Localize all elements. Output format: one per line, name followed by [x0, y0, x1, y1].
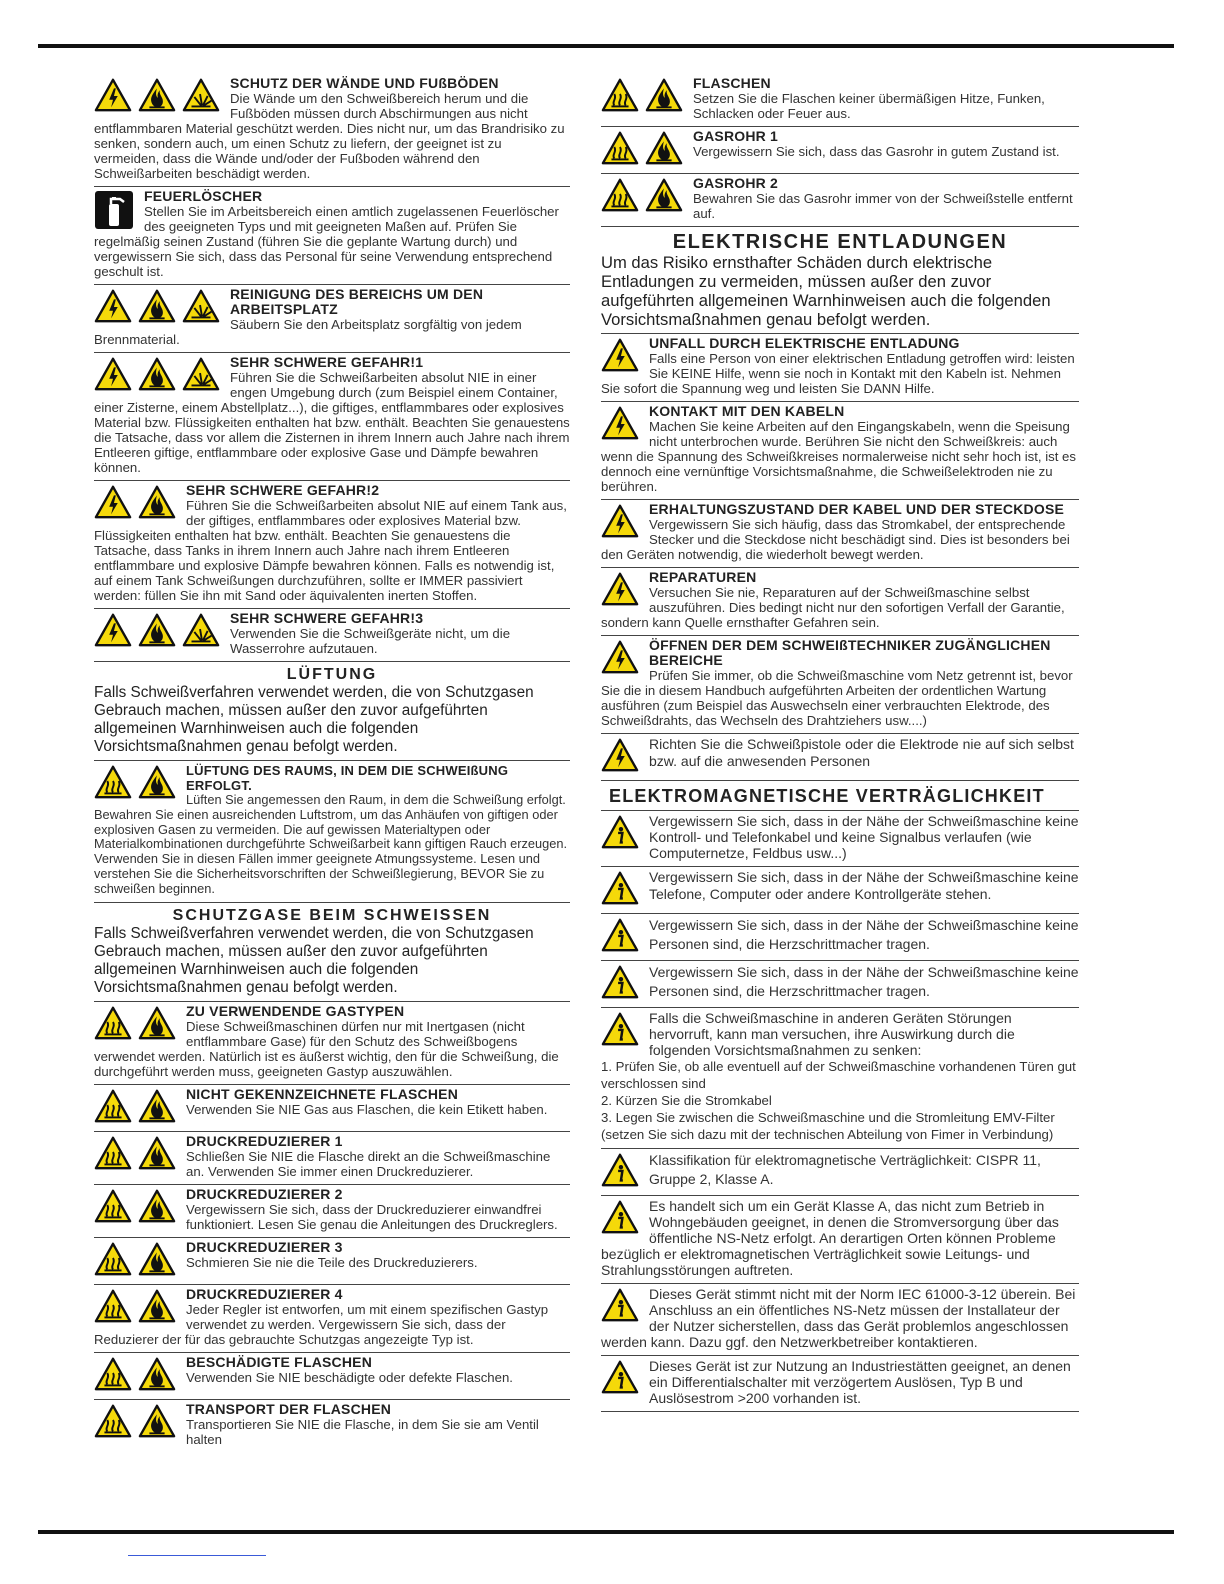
fire-hazard-icon [138, 77, 176, 113]
footer-link-underline [128, 1555, 266, 1556]
fire-hazard-icon [138, 1403, 176, 1439]
warning-cylinder-transport [94, 1400, 570, 1452]
warning-title: DRUCKREDUZIERER 1 [186, 1132, 343, 1149]
info-icon [601, 1011, 639, 1047]
emc-note-3 [601, 914, 1079, 961]
warning-title: UNFALL DURCH ELEKTRISCHE ENTLADUNG [649, 335, 960, 351]
list-item: 3. Legen Sie zwischen die Schweißmaschine und die Stromleitung EMV-Filter (setzen Sie sich dazu mit der technischen Abteilung von Fimer in Verbindung) [601, 1110, 1055, 1142]
warning-title: REINIGUNG DES BEREICHS UM DEN ARBEITSPLATZ [230, 286, 484, 317]
warning-text: Vergewissern Sie sich, dass der Druckreduzierer einwandfrei funktioniert. Lesen Sie genau die Anleitungen des Druckreglers. [186, 1201, 558, 1232]
warning-text: Lüften Sie angemessen den Raum, in dem die Schweißung erfolgt. Bewahren Sie einen ausreichenden Luftstrom, um das Anhäufen von giftigen oder explosiven Gasen zu vermeiden. Die auf gewissen Materialtypen oder Materialkombinationen durchgeführte Schweißarbeit kann giftigen Rauch erzeugen. Verwenden Sie in diesen Fällen immer geeignete Atmungssysteme. Lesen und verstehen Sie die Sicherheitsvorschriften der Schweißlegierung, BEVOR Sie zu schweißen beginnen. [94, 792, 568, 896]
warning-title: FEUERLÖSCHER [144, 188, 263, 204]
warning-text: Schmieren Sie nie die Teile des Druckreduzierers. [186, 1254, 478, 1270]
fire-hazard-icon [138, 1356, 176, 1392]
info-icon [601, 1359, 639, 1395]
warning-pressure-reducer-3 [94, 1238, 570, 1285]
heat-hazard-icon [94, 1288, 132, 1324]
electric-hazard-icon [601, 337, 639, 373]
warning-opening-areas [601, 636, 1079, 734]
emc-note-5 [601, 1008, 1079, 1149]
emc-note-4 [601, 961, 1079, 1008]
warning-text: Verwenden Sie die Schweißgeräte nicht, um die Wasserrohre aufzutauen. [230, 626, 511, 656]
heat-hazard-icon [601, 77, 639, 113]
sparks-hazard-icon [182, 77, 220, 113]
section-intro: Falls Schweißverfahren verwendet werden, die von Schutzgasen Gebrauch machen, müssen außer den zuvor aufgeführten allgemeinen Warnhinweisen auch die folgenden Vorsichtsmaßnahmen genau befolgt werden. [94, 925, 570, 1002]
info-icon [601, 814, 639, 850]
list-item: 2. Kürzen Sie die Stromkabel [601, 1093, 772, 1108]
heat-hazard-icon [601, 130, 639, 166]
emc-text: Klassifikation für elektromagnetische Verträglichkeit: CISPR 11, Gruppe 2, Klasse A. [649, 1152, 1041, 1187]
heat-hazard-icon [94, 1241, 132, 1277]
heat-hazard-icon [94, 1403, 132, 1439]
warning-room-ventilation [94, 761, 570, 903]
electric-hazard-icon [601, 405, 639, 441]
warning-title: FLASCHEN [693, 75, 771, 91]
heat-hazard-icon [94, 1088, 132, 1124]
warning-text: Führen Sie die Schweißarbeiten absolut NIE auf einem Tank aus, der giftiges, entflammbares oder explosives Material bzw. Flüssigkeiten enthalten hat bzw. enthält. Beachten Sie genauestens die Tatsache, dass Tanks in ihrem Innern auch Jahre nach ihrem Entleeren entflammbare und explosive Dämpfe bewahren können. Falls es notwendig ist, auf einem Tank Schweißungen durchzuführen, sollte er IMMER passiviert werden: füllen Sie ihn mit Sand oder äquivalenten inerten Stoffen. [94, 498, 567, 603]
section-heading-emc: ELEKTROMAGNETISCHE VERTRÄGLICHKEIT [601, 781, 1079, 811]
warning-title: TRANSPORT DER FLASCHEN [186, 1400, 392, 1417]
warning-text: Richten Sie die Schweißpistole oder die Elektrode nie auf sich selbst bzw. auf die anwesenden Personen [649, 736, 1074, 769]
heat-hazard-icon [94, 1135, 132, 1171]
warning-clean-workplace [94, 285, 570, 353]
info-icon [601, 870, 639, 906]
right-column [601, 74, 1079, 1412]
warning-text: Säubern Sie den Arbeitsplatz sorgfältig von jedem Brennmaterial. [94, 317, 522, 347]
warning-pressure-reducer-4 [94, 1285, 570, 1353]
warning-fire-extinguisher [94, 187, 570, 285]
warning-text: Falls eine Person von einer elektrischen Entladung getroffen wird: leisten Sie KEINE Hilfe, wenn sie noch in Kontakt mit den Kabeln ist. Nehmen Sie sofort die Spannung weg und leisten Sie DANN Hilfe. [601, 351, 1075, 396]
section-heading-electric-discharges: ELEKTRISCHE ENTLADUNGEN [672, 231, 1008, 253]
warning-text: Verwenden Sie NIE Gas aus Flaschen, die kein Etikett haben. [186, 1101, 548, 1117]
sparks-hazard-icon [182, 356, 220, 392]
warning-title: SCHUTZ DER WÄNDE UND FUßBÖDEN [230, 75, 499, 91]
warning-danger-3 [94, 609, 570, 662]
electric-hazard-icon [601, 639, 639, 675]
section-intro: Um das Risiko ernsthafter Schäden durch elektrische Entladungen zu vermeiden, müssen außer den zuvor aufgeführten allgemeinen Warnhinweisen auch die folgenden Vorsichtsmaßnahmen genau befolgt werden. [601, 253, 1079, 334]
electric-hazard-icon [94, 484, 132, 520]
electric-hazard-icon [94, 77, 132, 113]
warning-danger-2 [94, 481, 570, 609]
warning-text: Schließen Sie NIE die Flasche direkt an die Schweißmaschine an. Verwenden Sie immer einen Druckreduzierer. [186, 1148, 551, 1179]
left-column [94, 74, 570, 1452]
fire-hazard-icon [138, 288, 176, 324]
warning-title: GASROHR 1 [693, 128, 779, 144]
emc-text: Falls die Schweißmaschine in anderen Geräten Störungen hervorruft, kann man versuchen, ihre Auswirkung durch die folgenden Vorsichtsmaßnahmen zu senken: [649, 1010, 1015, 1058]
warning-text: Transportieren Sie NIE die Flasche, in dem Sie sie am Ventil halten [186, 1416, 539, 1447]
warning-title: DRUCKREDUZIERER 2 [186, 1185, 343, 1202]
bottom-rule [38, 1530, 1174, 1534]
warning-title: DRUCKREDUZIERER 3 [186, 1238, 343, 1255]
emc-text: Vergewissern Sie sich, dass in der Nähe der Schweißmaschine keine Personen sind, die Herzschrittmacher tragen. [649, 917, 1079, 952]
warning-text: Diese Schweißmaschinen dürfen nur mit Inertgasen (nicht entflammbare Gase) für den Schutz des Schweißbogens verwendet werden. Natürlich ist es äußerst wichtig, den für die Schweißung, die durchgeführt werden muss, geeigneten Gastyp auszuwählen. [94, 1018, 559, 1079]
warning-title: REPARATUREN [649, 569, 757, 585]
warning-text: Versuchen Sie nie, Reparaturen auf der Schweißmaschine selbst auszuführen. Dies bedingt nicht nur den sofortigen Verfall der Garantie, sondern kann Quelle ernsthafter Gefahren sein. [601, 585, 1065, 630]
list-item: 1. Prüfen Sie, ob alle eventuell auf der Schweißmaschine vorhandenen Türen gut verschlossen sind [601, 1059, 1076, 1091]
warning-text: Setzen Sie die Flaschen keiner übermäßigen Hitze, Funken, Schlacken oder Feuer aus. [693, 91, 1045, 121]
emc-note-6 [601, 1149, 1079, 1196]
warning-title: BESCHÄDIGTE FLASCHEN [186, 1353, 373, 1370]
warning-title: SEHR SCHWERE GEFAHR!2 [186, 482, 380, 498]
electric-hazard-icon [601, 571, 639, 607]
section-heading-shielding-gases: SCHUTZGASE BEIM SCHWEISSEN [172, 906, 492, 924]
warning-pressure-reducer-2 [94, 1185, 570, 1238]
emc-measures-list [601, 1058, 1079, 1143]
warning-walls-floors [94, 74, 570, 187]
warning-text: Die Wände um den Schweißbereich herum und die Fußböden müssen durch Abschirmungen aus nicht entflammbaren Material geschützt werden. Dies nicht nur, um das Brandrisiko zu senken, sondern auch, um einen Schutz zu liefern, der geeignet ist zu vermeiden, dass die Wände und/oder der Fußboden während den Schweißarbeiten beschädigt werden. [94, 91, 565, 181]
warning-text: Bewahren Sie das Gasrohr immer von der Schweißstelle entfernt auf. [693, 191, 1073, 221]
electric-hazard-icon [601, 503, 639, 539]
warning-title: SEHR SCHWERE GEFAHR!1 [230, 354, 424, 370]
warning-text: Stellen Sie im Arbeitsbereich einen amtlich zugelassenen Feuerlöscher des geeigneten Typs und mit geeigneten Maßen auf. Prüfen Sie regelmäßig seinen Zustand (führen Sie die geplante Wartung durch) und vergewissern Sie sich, dass das Personal für seine Verwendung entsprechend geschult ist. [94, 204, 559, 279]
emc-note-1 [601, 811, 1079, 867]
emc-text: Vergewissern Sie sich, dass in der Nähe der Schweißmaschine keine Telefone, Computer oder andere Kontrollgeräte stehen. [649, 869, 1079, 902]
warning-title: LÜFTUNG DES RAUMS, IN DEM DIE SCHWEIßUNG ERFOLGT. [186, 763, 509, 793]
fire-hazard-icon [645, 130, 683, 166]
electric-hazard-icon [94, 612, 132, 648]
electric-hazard-icon [601, 737, 639, 773]
warning-torch-direction [601, 734, 1079, 781]
warning-pressure-reducer-1 [94, 1132, 570, 1185]
warning-text: Verwenden Sie NIE beschädigte oder defekte Flaschen. [186, 1369, 513, 1385]
sparks-hazard-icon [182, 612, 220, 648]
fire-extinguisher-icon [94, 190, 134, 230]
info-icon [601, 1287, 639, 1323]
warning-damaged-cylinders [94, 1353, 570, 1400]
warning-gas-types [94, 1002, 570, 1085]
fire-hazard-icon [645, 177, 683, 213]
emc-text: Es handelt sich um ein Gerät Klasse A, das nicht zum Betrieb in Wohngebäuden geeignet, in denen die Stromversorgung über das öffentliche NS-Netz erfolgt. An derartigen Orten können Probleme bezüglich er elektromagnetischen Verträglichkeit sowie Leitungs- und Strahlungsstörungen auftreten. [601, 1198, 1059, 1278]
fire-hazard-icon [138, 1135, 176, 1171]
warning-text: Führen Sie die Schweißarbeiten absolut NIE in einer engen Umgebung durch (zum Beispiel einem Container, einer Zisterne, einem Abstellplatz...), die giftiges, entflammbares oder explosives Material bzw. Flüssigkeiten enthalten hat bzw. enthält. Beachten Sie genauestens die Tatsache, dass vor allem die Zisternen in ihrem Innern auch Jahre nach ihrem Entleeren giftige, entflammbare oder explosive Gase und Dämpfe bewahren können. [94, 370, 570, 475]
section-intro: Falls Schweißverfahren verwendet werden, die von Schutzgasen Gebrauch machen, müssen außer den zuvor aufgeführten allgemeinen Warnhinweisen auch die folgenden Vorsichtsmaßnahmen genau befolgt werden. [94, 684, 570, 761]
heat-hazard-icon [94, 1356, 132, 1392]
warning-gas-hose-2 [601, 174, 1079, 227]
warning-title: DRUCKREDUZIERER 4 [186, 1285, 343, 1302]
electric-hazard-icon [94, 356, 132, 392]
fire-hazard-icon [138, 1188, 176, 1224]
warning-electric-accident [601, 334, 1079, 402]
warning-text: Vergewissern Sie sich häufig, dass das Stromkabel, der entsprechende Stecker und die Steckdose nicht beschädigt sind. Dies ist besonders bei den Geräten notwendig, die wiederholt bewegt werden. [601, 517, 1070, 562]
warning-text: Prüfen Sie immer, ob die Schweißmaschine vom Netz getrennt ist, bevor Sie die in diesem Handbuch aufgeführten Arbeiten der ordentlichen Wartung ausführen (zum Beispiel das Auswechseln einer verbrauchten Elektrode, des Schweißdrahts, das Wechseln des Drahtziehers usw....) [601, 668, 1073, 728]
warning-cable-contact [601, 402, 1079, 500]
warning-text: Jeder Regler ist entworfen, um mit einem spezifischen Gastyp verwendet zu werden. Vergewissern Sie sich, dass der Reduzierer der für das gebrauchte Schutzgas angezeigte Typ ist. [94, 1301, 549, 1347]
sparks-hazard-icon [182, 288, 220, 324]
warning-title: KONTAKT MIT DEN KABELN [649, 403, 845, 419]
warning-title: NICHT GEKENNZEICHNETE FLASCHEN [186, 1085, 459, 1102]
warning-text: Vergewissern Sie sich, dass das Gasrohr in gutem Zustand ist. [693, 144, 1060, 159]
heat-hazard-icon [94, 764, 132, 800]
warning-title: ERHALTUNGSZUSTAND DER KABEL UND DER STECKDOSE [649, 501, 1065, 517]
emc-text: Vergewissern Sie sich, dass in der Nähe der Schweißmaschine keine Personen sind, die Herzschrittmacher tragen. [649, 964, 1079, 999]
emc-note-9 [601, 1356, 1079, 1412]
emc-text: Dieses Gerät stimmt nicht mit der Norm IEC 61000-3-12 überein. Bei Anschluss an ein öffentliches NS-Netz müssen der Installateur der der Nutzer sicherstellen, dass das Gerät problemlos angeschlossen werden kann. Dazu ggf. den Netzwerkbetreiber kontaktieren. [601, 1286, 1076, 1350]
warning-cylinders [601, 74, 1079, 127]
info-icon [601, 964, 639, 1000]
fire-hazard-icon [138, 1288, 176, 1324]
warning-danger-1 [94, 353, 570, 481]
fire-hazard-icon [138, 356, 176, 392]
emc-text: Dieses Gerät ist zur Nutzung an Industriestätten geeignet, an denen ein Differentialschalter mit verzögertem Auslösen, Typ B und Auslösestrom >200 vorhanden ist. [649, 1358, 1071, 1406]
top-rule [38, 44, 1174, 48]
warning-title: SEHR SCHWERE GEFAHR!3 [230, 610, 424, 626]
warning-title: ZU VERWENDENDE GASTYPEN [186, 1002, 405, 1019]
fire-hazard-icon [138, 612, 176, 648]
warning-text: Machen Sie keine Arbeiten auf den Eingangskabeln, wenn die Speisung nicht unterbrochen wurde. Berühren Sie nicht den Schweißkreis: auch wenn die Spannung des Schweißkreises normalerweise nicht sehr hoch ist, ist es dennoch eine vernünftige Vorsichtsmaßnahme, die Schweißelektroden nie zu berühren. [601, 419, 1076, 494]
emc-note-7 [601, 1196, 1079, 1284]
info-icon [601, 1199, 639, 1235]
fire-hazard-icon [138, 764, 176, 800]
heat-hazard-icon [94, 1188, 132, 1224]
heat-hazard-icon [601, 177, 639, 213]
warning-title: GASROHR 2 [693, 175, 779, 191]
warning-title: ÖFFNEN DER DEM SCHWEIßTECHNIKER ZUGÄNGLICHEN BEREICHE [649, 637, 1051, 668]
heat-hazard-icon [94, 1005, 132, 1041]
section-heading-ventilation: LÜFTUNG [286, 666, 378, 683]
fire-hazard-icon [138, 1088, 176, 1124]
fire-hazard-icon [138, 1241, 176, 1277]
info-icon [601, 917, 639, 953]
fire-hazard-icon [138, 484, 176, 520]
warning-gas-hose-1 [601, 127, 1079, 174]
info-icon [601, 1152, 639, 1188]
warning-repairs [601, 568, 1079, 636]
emc-note-8 [601, 1284, 1079, 1356]
emc-text: Vergewissern Sie sich, dass in der Nähe der Schweißmaschine keine Kontroll- und Telefonkabel und keine Signalbus verlaufen (wie Computernetze, Feldbus usw...) [649, 813, 1079, 861]
warning-cable-condition [601, 500, 1079, 568]
fire-hazard-icon [138, 1005, 176, 1041]
emc-note-2 [601, 867, 1079, 914]
warning-unlabeled-cylinders [94, 1085, 570, 1132]
fire-hazard-icon [645, 77, 683, 113]
electric-hazard-icon [94, 288, 132, 324]
